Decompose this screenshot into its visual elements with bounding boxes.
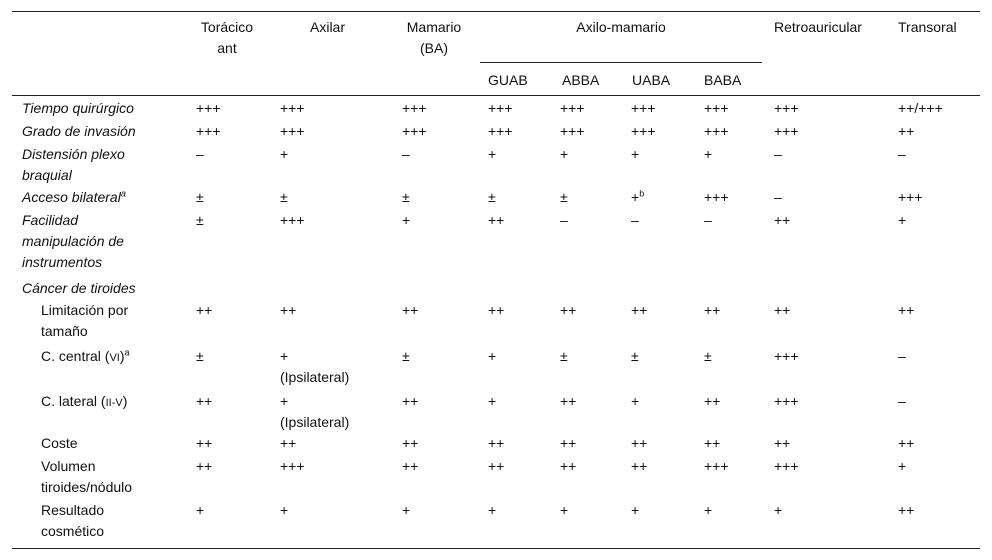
row-label: Distensión plexo: [22, 146, 125, 162]
header-bottom-rule: [12, 95, 980, 96]
subheader-guab: GUAB: [488, 72, 528, 88]
table-cell: ±: [402, 348, 410, 364]
row-label: Grado de invasión: [22, 123, 136, 139]
footnote-marker: a: [124, 347, 130, 358]
row-label: Resultado: [41, 502, 105, 518]
table-cell: –: [631, 212, 639, 228]
row-label: C. lateral (II-V): [41, 393, 128, 409]
table-cell: –: [704, 212, 712, 228]
table-cell: ++: [402, 393, 419, 409]
table-cell: +: [560, 146, 569, 162]
table-cell: +++: [774, 348, 799, 364]
table-cell: ++: [560, 458, 577, 474]
table-cell: ++: [280, 302, 297, 318]
table-cell: ±: [560, 189, 568, 205]
table-cell: +: [631, 502, 640, 518]
row-label: Volumen: [41, 458, 96, 474]
table-cell: –: [402, 146, 410, 162]
table-cell: ±: [704, 348, 712, 364]
table-cell: ++: [196, 435, 213, 451]
table-cell: –: [774, 146, 782, 162]
table-cell: +: [488, 146, 497, 162]
table-cell: +++: [560, 123, 585, 139]
header-retroauricular: Retroauricular: [774, 19, 862, 35]
table-cell: +++: [704, 100, 729, 116]
row-label: C. central (VI)$^a$: [41, 347, 130, 364]
table-cell: +: [488, 502, 497, 518]
row-label: Tiempo quirúrgico: [22, 100, 134, 116]
table-cell: –: [560, 212, 568, 228]
table-cell: ++: [898, 435, 915, 451]
table-cell: +++: [280, 458, 305, 474]
table-cell: ++: [704, 435, 721, 451]
table-cell: ++: [774, 435, 791, 451]
table-cell: +++: [704, 123, 729, 139]
table-cell: +: [898, 212, 907, 228]
table-cell: ++: [774, 212, 791, 228]
table-cell: ±: [280, 189, 288, 205]
table-cell: ++: [898, 502, 915, 518]
table-cell: ++: [560, 393, 577, 409]
row-label: cosmético: [41, 523, 105, 539]
table-cell: ++: [704, 302, 721, 318]
table-cell: +: [402, 212, 411, 228]
top-rule: [12, 11, 980, 12]
bottom-rule: [12, 548, 980, 549]
subheader-abba: ABBA: [562, 72, 600, 88]
row-label: tamaño: [41, 323, 88, 339]
table-cell: +++: [774, 393, 799, 409]
table-cell: ++: [488, 302, 505, 318]
table-cell: ++: [402, 435, 419, 451]
footnote-marker: b: [639, 188, 645, 199]
table-cell: +: [631, 393, 640, 409]
table-cell: +++: [488, 100, 513, 116]
table-cell: ++: [196, 458, 213, 474]
table-cell: +++: [196, 123, 221, 139]
row-label-end: ): [119, 348, 125, 364]
table-cell: +: [774, 502, 783, 518]
footnote-marker: a: [120, 188, 126, 199]
table-cell: ++: [560, 302, 577, 318]
header-transoral: Transoral: [898, 19, 957, 35]
table-cell: ++: [402, 458, 419, 474]
table-cell: ++: [704, 393, 721, 409]
table-cell: +: [560, 502, 569, 518]
header-toracico-line2: ant: [217, 40, 237, 56]
table-cell: ++: [560, 435, 577, 451]
row-label: Acceso bilateral$^a$: [22, 188, 126, 205]
table-cell: ±: [488, 189, 496, 205]
table-cell: +++: [402, 100, 427, 116]
header-mamario-line1: Mamario: [406, 19, 462, 35]
table-cell: ±: [560, 348, 568, 364]
row-label: manipulación de: [22, 233, 124, 249]
table-cell: ++: [631, 458, 648, 474]
row-label: Cáncer de tiroides: [22, 280, 136, 296]
row-label: Facilidad: [22, 212, 79, 228]
table-cell: +$^b$: [631, 188, 645, 205]
row-label: instrumentos: [22, 254, 103, 270]
table-cell: +++: [488, 123, 513, 139]
row-label: Limitación por: [41, 302, 129, 318]
table-cell-note: (Ipsilateral): [280, 414, 350, 430]
table-cell: +: [488, 393, 497, 409]
header-toracico-line1: Torácico: [200, 19, 254, 35]
axilo-mamario-underline: [480, 62, 762, 63]
row-label-roman: II-V: [105, 397, 123, 409]
table-cell: ++: [631, 435, 648, 451]
table-cell: +: [280, 146, 289, 162]
table-cell: –: [898, 146, 906, 162]
table-cell: –: [774, 189, 782, 205]
table-cell: +: [898, 458, 907, 474]
table-cell: ++: [488, 458, 505, 474]
header-axilo-mamario: Axilo-mamario: [576, 19, 666, 35]
table-cell: +: [280, 393, 289, 409]
table-cell-note: (Ipsilateral): [280, 369, 350, 385]
table-cell: +: [704, 146, 713, 162]
table-cell: +: [631, 146, 640, 162]
subheader-uaba: UABA: [632, 72, 671, 88]
table-cell: ++: [488, 212, 505, 228]
table-cell: +++: [402, 123, 427, 139]
row-label-roman: VI: [109, 352, 120, 364]
table-cell: ±: [631, 348, 639, 364]
table-cell: ++: [196, 393, 213, 409]
table-cell: +++: [631, 123, 656, 139]
table-cell: +++: [280, 123, 305, 139]
table-cell: –: [898, 393, 906, 409]
table-cell: +++: [631, 100, 656, 116]
table-cell: ±: [402, 189, 410, 205]
table-cell: –: [898, 348, 906, 364]
table-cell: ±: [196, 212, 204, 228]
table-cell: ++: [402, 302, 419, 318]
table-cell: +++: [774, 100, 799, 116]
table-cell: ±: [196, 348, 204, 364]
table-cell: +++: [560, 100, 585, 116]
table-cell: +: [488, 348, 497, 364]
table-cell: +++: [774, 123, 799, 139]
subheader-baba: BABA: [704, 72, 742, 88]
header-axilar: Axilar: [310, 19, 346, 35]
table-cell: +: [280, 348, 289, 364]
row-label: tiroides/nódulo: [41, 479, 133, 495]
table-cell: +++: [898, 189, 923, 205]
table-cell: +++: [280, 212, 305, 228]
header-mamario-line2: (BA): [420, 40, 448, 56]
table-cell: +++: [774, 458, 799, 474]
row-label: braquial: [22, 167, 72, 183]
table-cell: +: [704, 502, 713, 518]
table-cell: –: [196, 146, 204, 162]
table-cell: ++: [196, 302, 213, 318]
table-cell: +++: [280, 100, 305, 116]
table-cell: +: [402, 502, 411, 518]
row-label-end: ): [122, 393, 128, 409]
table-cell: +++: [196, 100, 221, 116]
table-cell: ++/+++: [898, 100, 943, 116]
table-cell: ++: [898, 302, 915, 318]
table-cell: +++: [704, 189, 729, 205]
table-cell: ++: [631, 302, 648, 318]
table-cell: ±: [196, 189, 204, 205]
table-cell: ++: [280, 435, 297, 451]
table-cell: ++: [774, 302, 791, 318]
table-cell: +: [280, 502, 289, 518]
row-label: Coste: [41, 435, 78, 451]
table-cell: ++: [488, 435, 505, 451]
table-cell: +++: [704, 458, 729, 474]
table-cell: +: [196, 502, 205, 518]
table-cell: ++: [898, 123, 915, 139]
